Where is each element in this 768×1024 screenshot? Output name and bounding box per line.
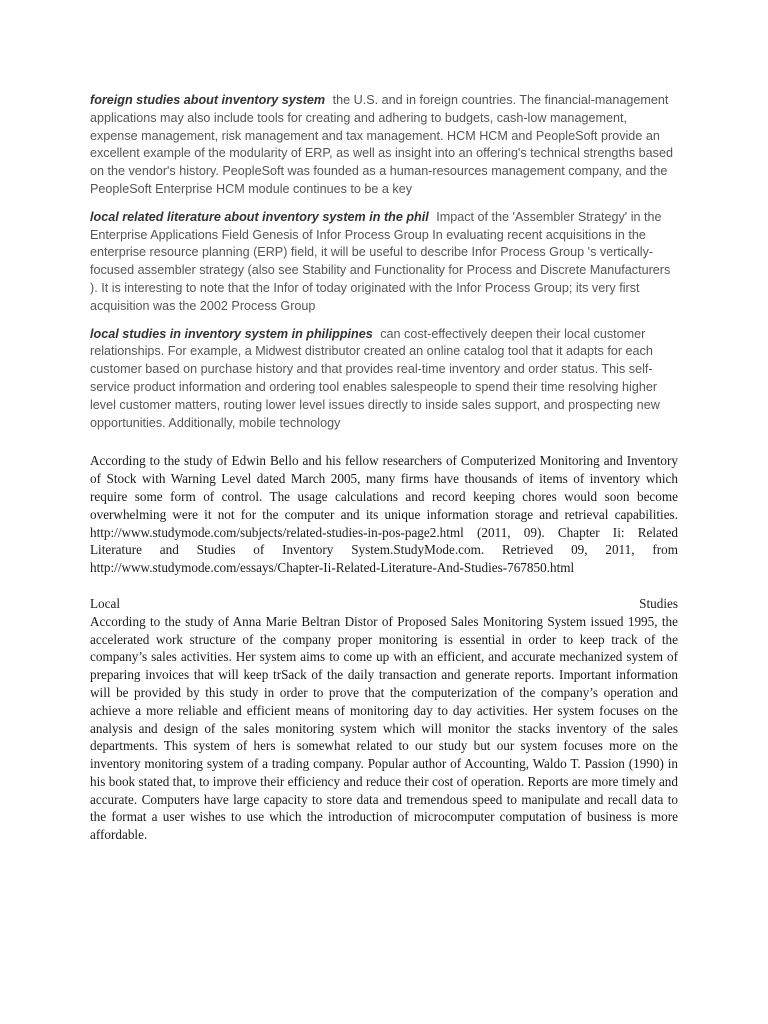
excerpt-heading: local studies in inventory system in philippines bbox=[90, 326, 373, 341]
body-paragraph-distor: According to the study of Anna Marie Beltran Distor of Proposed Sales Monitoring System issued 1995, the accelerated work structure of the company proper monitoring is essential in order to keep track of the company’s sales activities. Her system aims to come up with an efficient, and accurate mechanized system of preparing invoices that will keep trSack of the daily transaction and generate reports. Important information will be provided by this study in order to prove that the computerization of the company’s operation and achieve a more reliable and efficient means of monitoring day to day activities. Her system focuses on the analysis and design of the sales monitoring system which will monitor the stacks inventory of the sales departments. This system of hers is somewhat related to our study but our system focuses more on the inventory monitoring system of a trading company. Popular author of Accounting, Waldo T. Passion (1990) in his book stated that, to improve their efficiency and reduce their cost of operation. Reports are more timely and accurate. Computers have large capacity to store data and tremendous speed to manipulate and recall data to the format a user wishes to use which the introduction of microcomputer computation of business is more affordable. bbox=[90, 613, 678, 843]
excerpt-foreign-studies bbox=[90, 92, 678, 199]
excerpt-text: the U.S. and in foreign countries. The financial-management applications may also include tools for creating and adhering to budgets, cash-low management, expense management, risk management and tax management. HCM HCM and PeopleSoft provide an excellent example of the modularity of ERP, as well as insight into an offering's technical strengths based on the vendor's history. PeopleSoft was founded as a human-resources management company, and the PeopleSoft Enterprise HCM module continues to be a key bbox=[90, 93, 673, 196]
excerpt-local-literature bbox=[90, 209, 678, 316]
excerpt-heading: local related literature about inventory system in the phil bbox=[90, 209, 429, 224]
heading-left: Local bbox=[90, 595, 121, 611]
excerpt-text: Impact of the 'Assembler Strategy' in the Enterprise Applications Field Genesis of Infor Process Group In evaluating recent acquisitions in the enterprise resource planning (ERP) field, it will be useful to describe Infor Process Group 's vertically-focused assembler strategy (also see Stability and Functionality for Process and Discrete Manufacturers ). It is interesting to note that the Infor of today originated with the Infor Process Group; its very first acquisition was the 2002 Process Group bbox=[90, 209, 671, 313]
body-paragraph-bello: According to the study of Edwin Bello and his fellow researchers of Computerized Monitoring and Inventory of Stock with Warning Level dated March 2005, many firms have thousands of items of inventory which require some form of control. The usage calculations and record keeping chores would soon become overwhelming were it not for the computer and its unique information storage and retrieval capabilities. http://www.studymode.com/subjects/related-studies-in-pos-page2.html (2011, 09). Chapter Ii: Related Literature and Studies of Inventory System.StudyMode.com. Retrieved 09, 2011, from http://www.studymode.com/essays/Chapter-Ii-Related-Literature-And-Studies-767850.html bbox=[90, 453, 678, 576]
excerpt-text: can cost-effectively deepen their local customer relationships. For example, a Midwest distributor created an online catalog tool that it adapts for each customer based on purchase history and that provides real-time inventory and order status. This self-service product information and ordering tool enables salespeople to spend their time resolving higher level customer matters, routing lower level issues directly to inside sales support, and prospecting new opportunities. Additionally, mobile technology bbox=[90, 326, 660, 430]
heading-right: Studies bbox=[639, 595, 678, 611]
document-page bbox=[90, 92, 678, 844]
excerpt-heading: foreign studies about inventory system bbox=[90, 93, 326, 107]
excerpt-local-studies bbox=[90, 326, 678, 433]
section-heading-local-studies bbox=[90, 595, 678, 613]
